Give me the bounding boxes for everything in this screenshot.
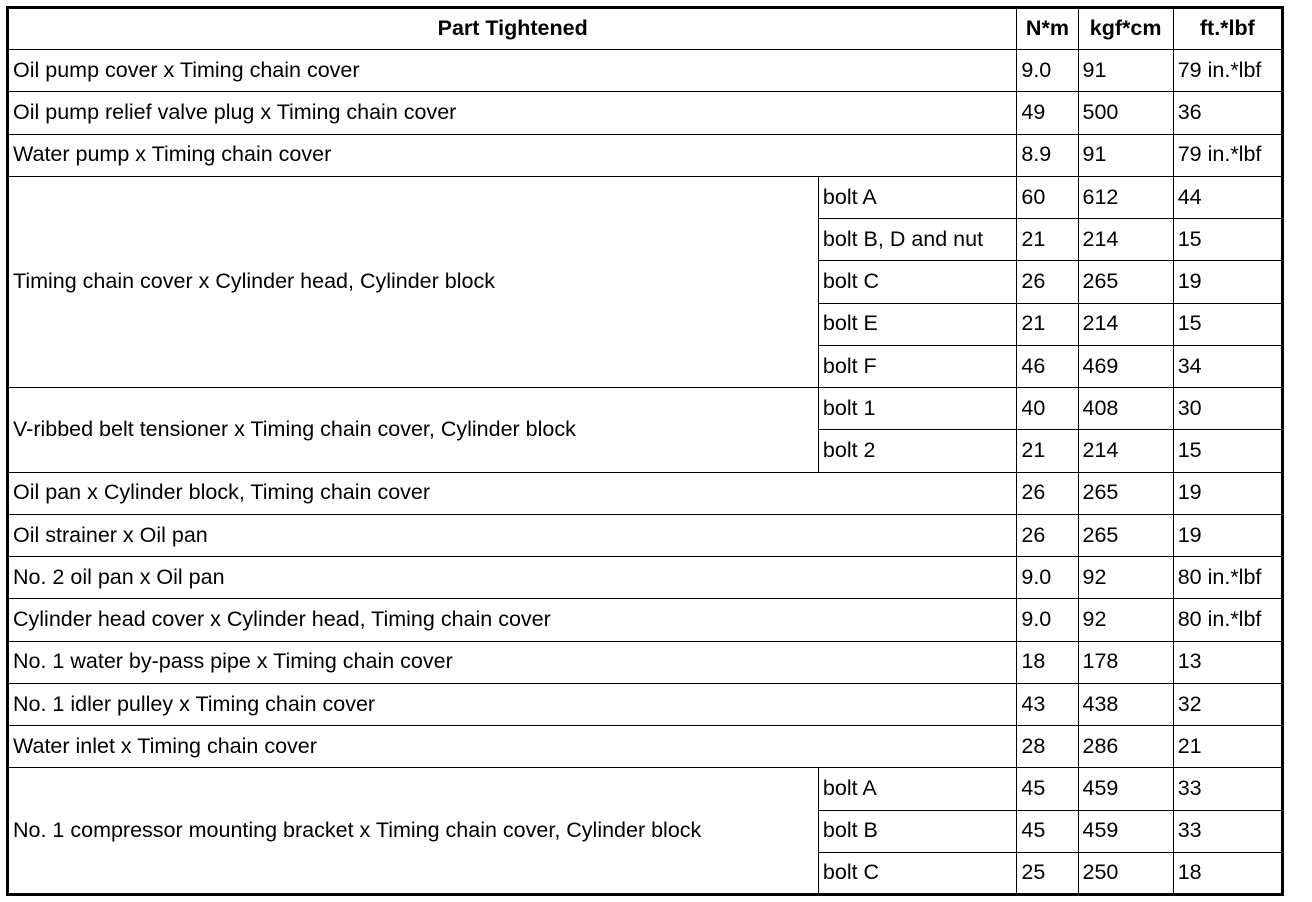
kgf-cell: 408 — [1078, 388, 1173, 430]
part-cell: No. 2 oil pan x Oil pan — [8, 557, 1017, 599]
ft-cell: 79 in.*lbf — [1173, 134, 1282, 176]
table-row — [8, 50, 1283, 92]
ft-cell: 18 — [1173, 852, 1282, 894]
part-cell: Oil pump cover x Timing chain cover — [8, 50, 1017, 92]
nm-cell: 60 — [1017, 176, 1078, 218]
kgf-cell: 91 — [1078, 50, 1173, 92]
part-cell: Water inlet x Timing chain cover — [8, 726, 1017, 768]
nm-cell: 46 — [1017, 345, 1078, 387]
nm-cell: 8.9 — [1017, 134, 1078, 176]
part-cell: No. 1 idler pulley x Timing chain cover — [8, 683, 1017, 725]
nm-cell: 49 — [1017, 92, 1078, 134]
table-row — [8, 514, 1283, 556]
kgf-cell: 459 — [1078, 810, 1173, 852]
ft-cell: 15 — [1173, 219, 1282, 261]
ft-cell: 33 — [1173, 768, 1282, 810]
bolt-cell: bolt A — [818, 176, 1016, 218]
part-cell: No. 1 compressor mounting bracket x Timing chain cover, Cylinder block — [8, 768, 819, 895]
bolt-cell: bolt C — [818, 261, 1016, 303]
ft-cell: 13 — [1173, 641, 1282, 683]
kgf-cell: 214 — [1078, 303, 1173, 345]
kgf-cell: 500 — [1078, 92, 1173, 134]
ft-cell: 19 — [1173, 472, 1282, 514]
ft-cell: 80 in.*lbf — [1173, 557, 1282, 599]
nm-cell: 21 — [1017, 219, 1078, 261]
torque-spec-table — [6, 6, 1284, 896]
part-cell: Oil strainer x Oil pan — [8, 514, 1017, 556]
table-row — [8, 683, 1283, 725]
nm-cell: 21 — [1017, 430, 1078, 472]
nm-cell: 26 — [1017, 261, 1078, 303]
table-row — [8, 388, 1283, 430]
table-row — [8, 472, 1283, 514]
bolt-cell: bolt C — [818, 852, 1016, 894]
nm-cell: 9.0 — [1017, 599, 1078, 641]
nm-cell: 21 — [1017, 303, 1078, 345]
table-row — [8, 768, 1283, 810]
nm-cell: 45 — [1017, 810, 1078, 852]
header-part-tightened: Part Tightened — [8, 8, 1017, 50]
ft-cell: 36 — [1173, 92, 1282, 134]
bolt-cell: bolt E — [818, 303, 1016, 345]
nm-cell: 9.0 — [1017, 557, 1078, 599]
table-row — [8, 176, 1283, 218]
kgf-cell: 250 — [1078, 852, 1173, 894]
kgf-cell: 265 — [1078, 261, 1173, 303]
bolt-cell: bolt B — [818, 810, 1016, 852]
part-cell: Water pump x Timing chain cover — [8, 134, 1017, 176]
bolt-cell: bolt 2 — [818, 430, 1016, 472]
kgf-cell: 438 — [1078, 683, 1173, 725]
part-cell: V-ribbed belt tensioner x Timing chain cover, Cylinder block — [8, 388, 819, 473]
header-row — [8, 8, 1283, 50]
header-kgf-cm: kgf*cm — [1078, 8, 1173, 50]
part-cell: No. 1 water by-pass pipe x Timing chain cover — [8, 641, 1017, 683]
nm-cell: 26 — [1017, 472, 1078, 514]
header-ft-lbf: ft.*lbf — [1173, 8, 1282, 50]
ft-cell: 80 in.*lbf — [1173, 599, 1282, 641]
kgf-cell: 265 — [1078, 472, 1173, 514]
kgf-cell: 469 — [1078, 345, 1173, 387]
nm-cell: 25 — [1017, 852, 1078, 894]
bolt-cell: bolt A — [818, 768, 1016, 810]
bolt-cell: bolt F — [818, 345, 1016, 387]
ft-cell: 19 — [1173, 261, 1282, 303]
ft-cell: 21 — [1173, 726, 1282, 768]
ft-cell: 15 — [1173, 303, 1282, 345]
kgf-cell: 92 — [1078, 557, 1173, 599]
ft-cell: 34 — [1173, 345, 1282, 387]
kgf-cell: 91 — [1078, 134, 1173, 176]
table-row — [8, 557, 1283, 599]
kgf-cell: 286 — [1078, 726, 1173, 768]
nm-cell: 43 — [1017, 683, 1078, 725]
ft-cell: 44 — [1173, 176, 1282, 218]
kgf-cell: 214 — [1078, 430, 1173, 472]
nm-cell: 45 — [1017, 768, 1078, 810]
ft-cell: 33 — [1173, 810, 1282, 852]
part-cell: Oil pan x Cylinder block, Timing chain cover — [8, 472, 1017, 514]
nm-cell: 26 — [1017, 514, 1078, 556]
kgf-cell: 214 — [1078, 219, 1173, 261]
table-row — [8, 641, 1283, 683]
kgf-cell: 265 — [1078, 514, 1173, 556]
kgf-cell: 178 — [1078, 641, 1173, 683]
part-cell: Timing chain cover x Cylinder head, Cylinder block — [8, 176, 819, 387]
bolt-cell: bolt B, D and nut — [818, 219, 1016, 261]
ft-cell: 15 — [1173, 430, 1282, 472]
ft-cell: 32 — [1173, 683, 1282, 725]
ft-cell: 19 — [1173, 514, 1282, 556]
nm-cell: 18 — [1017, 641, 1078, 683]
table-row — [8, 726, 1283, 768]
ft-cell: 30 — [1173, 388, 1282, 430]
nm-cell: 9.0 — [1017, 50, 1078, 92]
table-row — [8, 599, 1283, 641]
kgf-cell: 92 — [1078, 599, 1173, 641]
part-cell: Oil pump relief valve plug x Timing chain cover — [8, 92, 1017, 134]
table-row — [8, 134, 1283, 176]
header-nm: N*m — [1017, 8, 1078, 50]
nm-cell: 28 — [1017, 726, 1078, 768]
nm-cell: 40 — [1017, 388, 1078, 430]
table-row — [8, 92, 1283, 134]
kgf-cell: 459 — [1078, 768, 1173, 810]
bolt-cell: bolt 1 — [818, 388, 1016, 430]
ft-cell: 79 in.*lbf — [1173, 50, 1282, 92]
kgf-cell: 612 — [1078, 176, 1173, 218]
part-cell: Cylinder head cover x Cylinder head, Timing chain cover — [8, 599, 1017, 641]
